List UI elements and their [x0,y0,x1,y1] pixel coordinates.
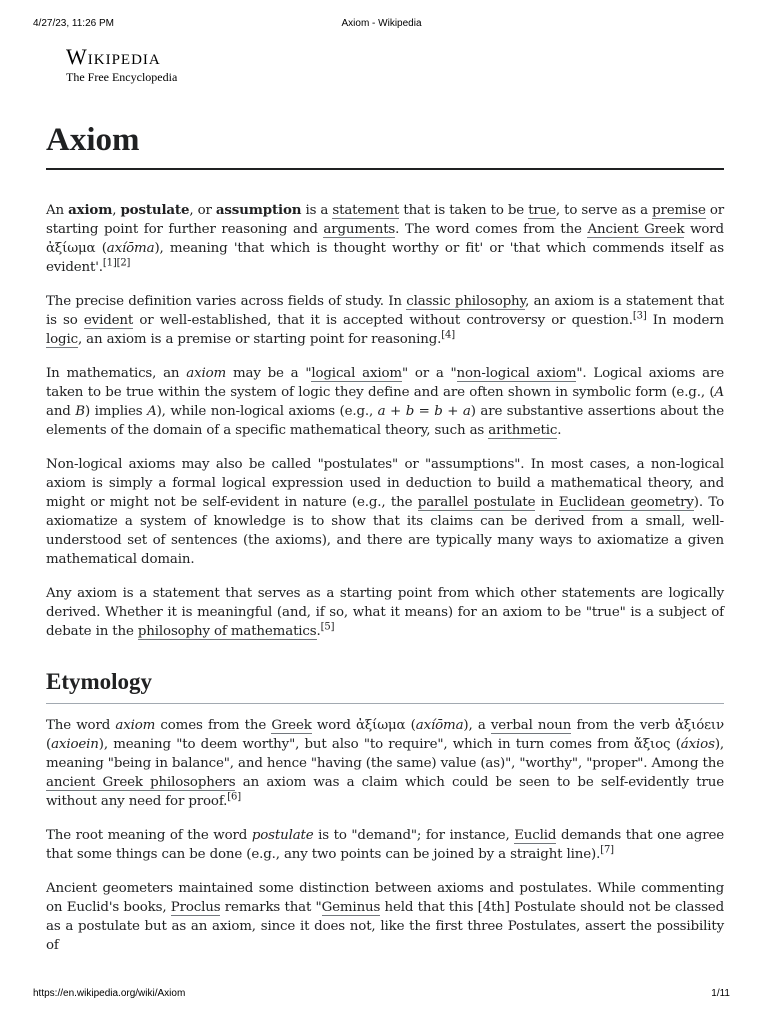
paragraph-any-axiom: Any axiom is a statement that serves as a starting point from which other statements are logically derived. Whether it is meaningful (and, if so, what it means) for an axiom to be "true" is a subject of debate in the philosophy of mathematics.[5] [46,586,724,639]
paragraph-mathematics: In mathematics, an axiom may be a "logical axiom" or a "non-logical axiom". Logical axioms are taken to be true within the system of logic they define and are often shown in symbolic form (e.g., (A and B) implies A), while non-logical axioms (e.g., a + b = b + a) are substantive assertions about the elements of the domain of a specific mathematical theory, such as arithmetic. [46,366,725,438]
paragraph-etymology-word: The word axiom comes from the Greek word ἀξίωμα (axíōma), a verbal noun from the verb ἀξιόειν (axioein), meaning "to deem worthy", but also "to require", which in turn comes from ἄξιος (áxios), meaning "being in balance", and hence "having (the same) value (as)", "worthy", "proper". Among the ancient Greek philosophers an axiom was a claim which could be seen to be self-evidently true without any need for proof.[6] [46,718,724,809]
wikipedia-logo[interactable] [66,44,177,84]
ref-3[interactable]: [3] [632,310,647,322]
link-verbal-noun[interactable]: verbal noun [490,718,572,733]
link-classic-philosophy[interactable]: classic philosophy [406,294,526,309]
paragraph-etymology-postulate: The root meaning of the word postulate is to "demand"; for instance, Euclid demands that one agree that some things can be done (e.g., any two points can be joined by a straight line).[7] [46,828,724,862]
link-non-logical-axiom[interactable]: non-logical axiom [456,366,577,381]
print-url: https://en.wikipedia.org/wiki/Axiom [33,988,186,999]
paragraph-intro: An axiom, postulate, or assumption is a statement that is taken to be true, to serve as a premise or starting point for further reasoning and arguments. The word comes from the Ancient Greek word ἀξίωμα (axíōma), meaning 'that which is thought worthy or fit' or 'that which commends itself as evident'.[1][2] [46,202,725,275]
paragraph-non-logical: Non-logical axioms may also be called "postulates" or "assumptions". In most cases, a non-logical axiom is simply a formal logical expression used in deduction to build a mathematical theory, and might or might not be self-evident in nature (e.g., the parallel postulate in Euclidean geometry). To axiomatize a system of knowledge is to show that its claims can be derived from a small, well-understood set of sentences (the axioms), and there are typically many ways to axiomatize a given mathematical domain. [46,457,724,567]
link-arithmetic[interactable]: arithmetic [488,423,558,438]
ref-1[interactable]: [1] [102,257,117,269]
print-page-number: 1/11 [711,988,730,999]
article-content [46,118,724,970]
link-ancient-greek-philosophers[interactable]: ancient Greek philosophers [46,775,236,790]
link-logical-axiom[interactable]: logical axiom [311,366,402,381]
paragraph-etymology-geometers: Ancient geometers maintained some distinction between axioms and postulates. While commenting on Euclid's books, Proclus remarks that "Geminus held that this [4th] Postulate should not be classed as a postulate but as an axiom, since it does not, like the first three Postulates, assert the possibility of [46,881,724,953]
paragraph-definition: The precise definition varies across fields of study. In classic philosophy, an axiom is a statement that is so evident or well-established, that it is accepted without controversy or question.[3] In modern logic, an axiom is a premise or starting point for reasoning.[4] [46,294,725,347]
link-premise[interactable]: premise [652,203,706,218]
page-title: Axiom [46,118,724,170]
link-parallel-postulate[interactable]: parallel postulate [417,495,536,510]
ref-2[interactable]: [2] [116,257,131,269]
print-title: Axiom - Wikipedia [341,18,422,29]
link-evident[interactable]: evident [83,313,134,328]
link-statement[interactable]: statement [332,203,400,218]
section-heading-etymology: Etymology [46,667,724,704]
link-geminus[interactable]: Geminus [321,900,381,915]
print-header [33,18,730,32]
print-date: 4/27/23, 11:26 PM [33,18,114,29]
logo-tagline: The Free Encyclopedia [66,70,178,84]
link-euclidean-geometry[interactable]: Euclidean geometry [558,495,694,510]
link-greek[interactable]: Greek [271,718,312,733]
link-arguments[interactable]: arguments [323,222,396,237]
print-footer [33,988,730,1002]
link-euclid[interactable]: Euclid [514,828,557,843]
ref-4[interactable]: [4] [441,329,455,341]
ref-7[interactable]: [7] [600,844,614,856]
link-philosophy-of-mathematics[interactable]: philosophy of mathematics [137,624,317,639]
ref-6[interactable]: [6] [227,791,241,803]
link-ancient-greek[interactable]: Ancient Greek [587,222,685,237]
logo-wordmark: Wikipedia [66,44,161,69]
link-logic[interactable]: logic [46,332,78,347]
ref-5[interactable]: [5] [320,621,335,633]
link-true[interactable]: true [528,203,556,218]
link-proclus[interactable]: Proclus [170,900,221,915]
